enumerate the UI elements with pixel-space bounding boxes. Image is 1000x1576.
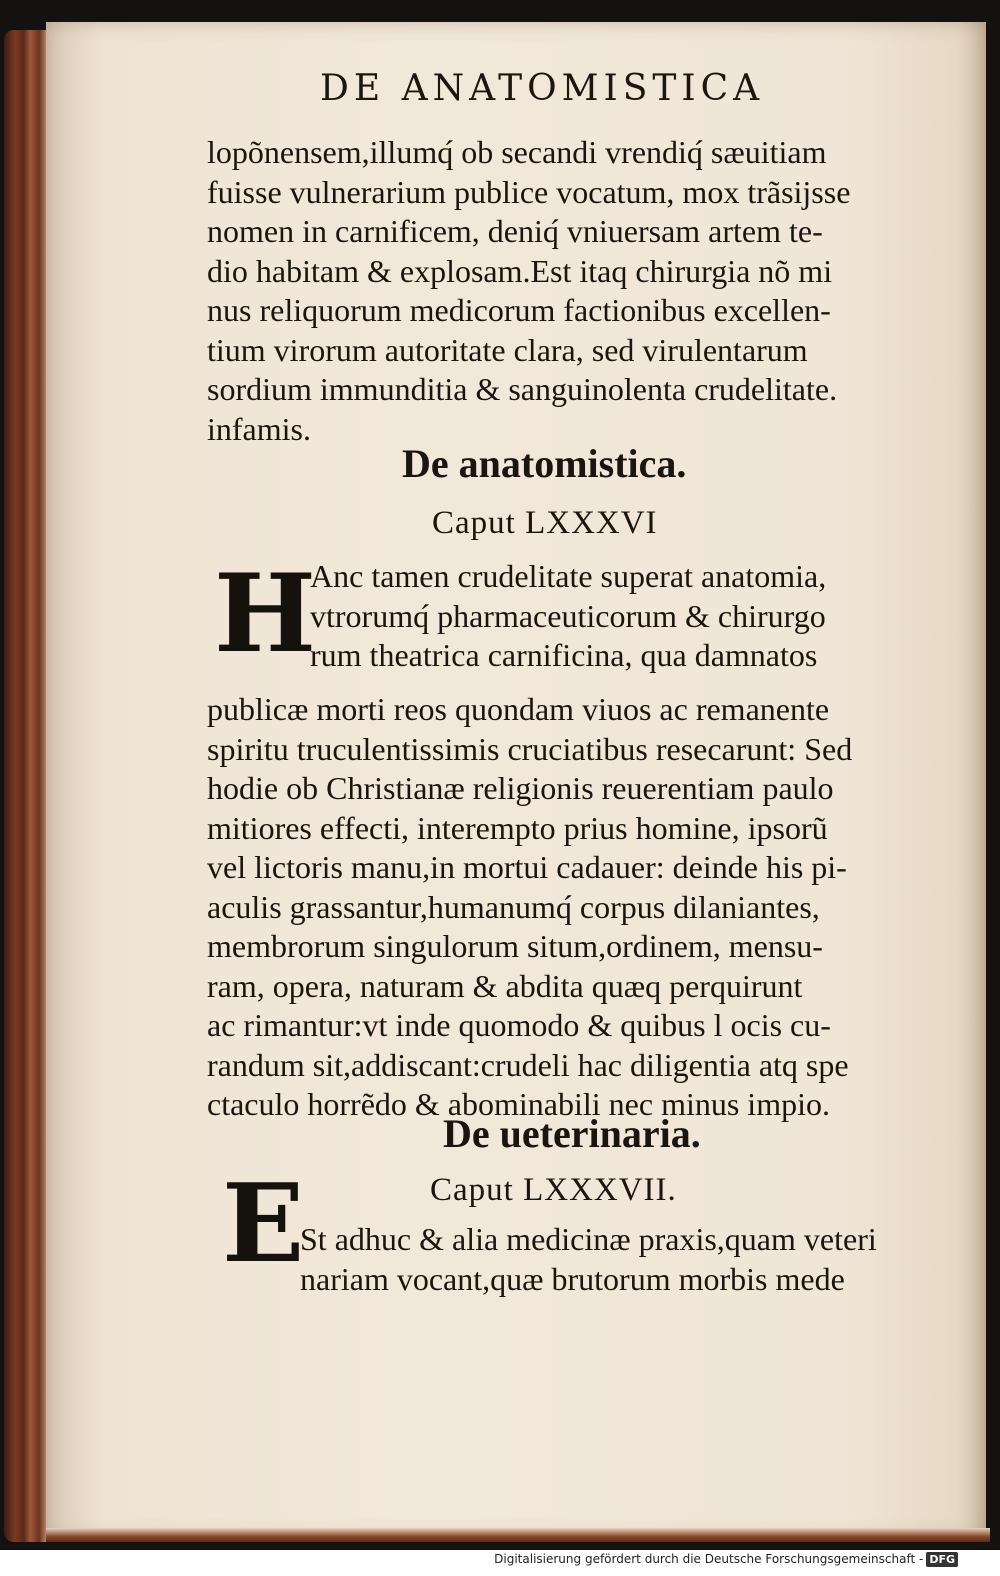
text-line: lopõnensem,illumq́ ob secandi vrendiq́ sæuitiam [207,134,827,170]
dfg-logo: DFG [926,1552,958,1567]
drop-cap-initial: E [222,1161,305,1287]
text-line: rum theatrica carnificina, qua damnatos [310,637,818,673]
text-line: nomen in carnificem, deniq́ vniuersam artem te- [207,213,823,249]
text-line: dio habitam & explosam.Est itaq chirurgia nõ mi [207,252,833,289]
text-line: nariam vocant,quæ brutorum morbis mede [300,1260,845,1297]
text-line: St adhuc & alia medicinæ praxis,quam veteri [300,1221,877,1257]
footer-text: Digitalisierung gefördert durch die Deutsche Forschungsgemeinschaft - [494,1552,924,1566]
chapter-number: Caput LXXXVII. [430,1172,677,1208]
chapter-number: Caput LXXXVI [432,505,658,541]
text-line: randum sit,addiscant:crudeli hac diligentia atq spe [207,1046,849,1083]
text-line: sordium immunditia & sanguinolenta crudelitate. [207,371,838,407]
section-heading: De anatomistica. [402,441,687,486]
text-line: ram, opera, naturam & abdita quæq perquirunt [207,967,803,1004]
paragraph-1 [207,133,947,449]
page-bottom-edge [46,1528,990,1542]
text-line: Anc tamen crudelitate superat anatomia, [310,558,827,594]
text-line: membrorum singulorum situm,ordinem, mensu- [207,928,823,964]
text-line: tium virorum autoritate clara, sed virulentarum [207,331,808,368]
text-line: hodie ob Christianæ religionis reuerentiam paulo [207,770,834,806]
book-fore-edge [4,30,48,1542]
text-line: ac rimantur:vt inde quomodo & quibus l ocis cu- [207,1007,831,1043]
text-line: infamis. [207,410,311,447]
text-line: aculis grassantur,humanumq́ corpus dilaniantes, [207,888,820,925]
text-line: spiritu truculentissimis cruciatibus resecarunt: Sed [207,730,853,767]
text-line: ctaculo horrẽdo & abominabili nec minus impio. [207,1086,830,1122]
paragraph-2 [207,690,947,1125]
text-line: mitiores effecti, interempto prius homine, ipsorũ [207,809,828,846]
indented-lines [300,1220,1000,1299]
drop-cap-initial: H [214,551,317,677]
text-line: vel lictoris manu,in mortui cadauer: deinde his pi- [207,849,847,885]
section-heading: De ueterinaria. [443,1111,701,1156]
text-line: fuisse vulnerarium publice vocatum, mox trãsijsse [207,173,851,210]
digitization-footer [494,1552,958,1567]
text-line: nus reliquorum medicorum factionibus excellen- [207,292,831,328]
running-head: DE ANATOMISTICA [320,68,765,109]
indented-lines [310,557,950,676]
text-line: publicæ morti reos quondam viuos ac remanente [207,691,830,727]
text-line: vtrorumq́ pharmaceuticorum & chirurgo [310,597,826,634]
